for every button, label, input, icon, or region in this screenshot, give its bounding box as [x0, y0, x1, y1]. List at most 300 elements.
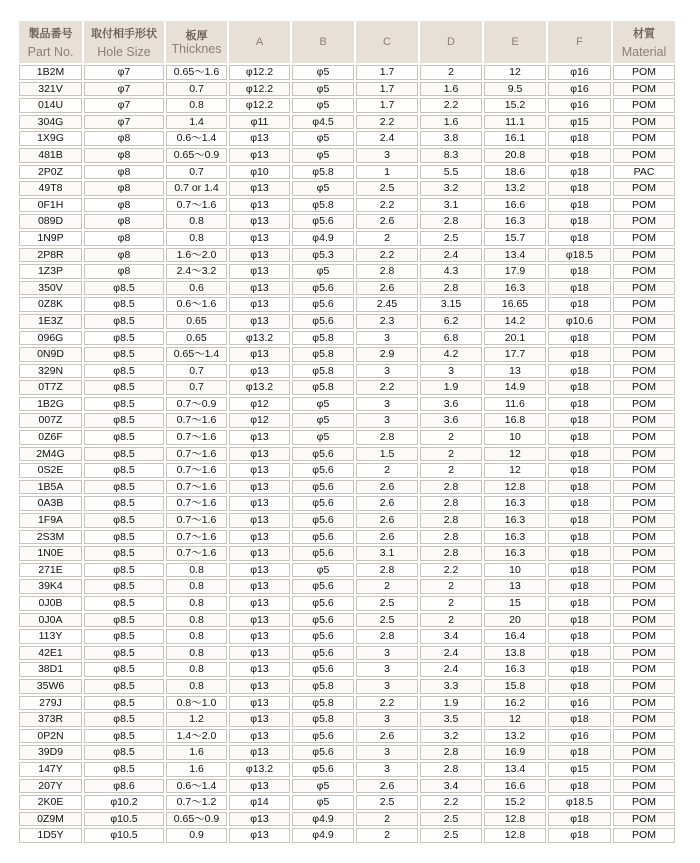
cell-f: φ18: [548, 480, 611, 495]
cell-hole-size: φ10.2: [84, 795, 164, 810]
cell-part-no: 304G: [19, 115, 82, 130]
cell-f: φ18: [548, 397, 611, 412]
cell-thickness: 0.8: [166, 629, 227, 644]
cell-c: 2.2: [356, 696, 418, 711]
cell-part-no: 0N9D: [19, 347, 82, 362]
cell-material: POM: [613, 198, 675, 213]
cell-hole-size: φ8.5: [84, 745, 164, 760]
table-row: [19, 98, 675, 113]
cell-thickness: 0.65～0.9: [166, 812, 227, 827]
cell-material: POM: [613, 447, 675, 462]
cell-d: 3.8: [420, 131, 482, 146]
cell-e: 15: [484, 596, 546, 611]
table-row: [19, 148, 675, 163]
cell-b: φ5.6: [292, 480, 354, 495]
cell-thickness: 0.6～1.6: [166, 297, 227, 312]
cell-hole-size: φ8: [84, 264, 164, 279]
cell-part-no: 271E: [19, 563, 82, 578]
cell-a: φ13: [229, 148, 290, 163]
cell-f: φ18: [548, 347, 611, 362]
cell-b: φ5.6: [292, 579, 354, 594]
cell-b: φ4.9: [292, 812, 354, 827]
cell-d: 2: [420, 463, 482, 478]
cell-material: POM: [613, 430, 675, 445]
cell-c: 3: [356, 745, 418, 760]
cell-thickness: 0.8: [166, 98, 227, 113]
cell-part-no: 39D9: [19, 745, 82, 760]
cell-a: φ12: [229, 397, 290, 412]
cell-hole-size: φ8.5: [84, 297, 164, 312]
cell-part-no: 279J: [19, 696, 82, 711]
cell-thickness: 0.8: [166, 563, 227, 578]
cell-material: POM: [613, 696, 675, 711]
cell-part-no: 007Z: [19, 413, 82, 428]
cell-c: 1.7: [356, 82, 418, 97]
cell-a: φ13: [229, 281, 290, 296]
cell-e: 16.6: [484, 779, 546, 794]
cell-material: POM: [613, 712, 675, 727]
cell-f: φ18: [548, 331, 611, 346]
cell-f: φ18: [548, 613, 611, 628]
cell-hole-size: φ8: [84, 248, 164, 263]
cell-b: φ5.6: [292, 496, 354, 511]
cell-thickness: 0.7～0.9: [166, 397, 227, 412]
cell-f: φ18: [548, 148, 611, 163]
cell-a: φ13: [229, 447, 290, 462]
table-row: [19, 264, 675, 279]
cell-a: φ13: [229, 662, 290, 677]
cell-part-no: 42E1: [19, 646, 82, 661]
cell-a: φ12.2: [229, 98, 290, 113]
cell-material: POM: [613, 413, 675, 428]
header-en: Thicknes: [171, 42, 222, 56]
cell-e: 16.6: [484, 198, 546, 213]
table-row: [19, 430, 675, 445]
cell-part-no: 2S3M: [19, 530, 82, 545]
cell-b: φ5: [292, 131, 354, 146]
cell-part-no: 1N0E: [19, 546, 82, 561]
cell-part-no: 096G: [19, 331, 82, 346]
cell-b: φ4.5: [292, 115, 354, 130]
cell-b: φ5: [292, 65, 354, 80]
cell-f: φ18: [548, 231, 611, 246]
cell-e: 16.3: [484, 662, 546, 677]
cell-material: POM: [613, 812, 675, 827]
cell-d: 3.3: [420, 679, 482, 694]
table-row: [19, 762, 675, 777]
cell-e: 16.3: [484, 530, 546, 545]
cell-f: φ18: [548, 264, 611, 279]
cell-thickness: 1.6: [166, 762, 227, 777]
cell-c: 2: [356, 231, 418, 246]
cell-a: φ12.2: [229, 65, 290, 80]
cell-material: POM: [613, 496, 675, 511]
cell-thickness: 0.8: [166, 231, 227, 246]
cell-hole-size: φ8.5: [84, 546, 164, 561]
cell-f: φ18: [548, 662, 611, 677]
header-jp: 取付相手形状: [91, 27, 157, 40]
cell-c: 2.5: [356, 795, 418, 810]
cell-f: φ18: [548, 447, 611, 462]
cell-part-no: 0Z9M: [19, 812, 82, 827]
cell-hole-size: φ8.5: [84, 397, 164, 412]
cell-e: 10: [484, 430, 546, 445]
cell-part-no: 373R: [19, 712, 82, 727]
cell-c: 3: [356, 331, 418, 346]
cell-b: φ5.6: [292, 530, 354, 545]
table-row: [19, 596, 675, 611]
cell-thickness: 0.7: [166, 82, 227, 97]
cell-hole-size: φ8.5: [84, 413, 164, 428]
cell-a: φ13: [229, 530, 290, 545]
cell-e: 20.1: [484, 331, 546, 346]
cell-b: φ5.3: [292, 248, 354, 263]
cell-material: POM: [613, 82, 675, 97]
table-row: [19, 380, 675, 395]
cell-part-no: 1F9A: [19, 513, 82, 528]
cell-c: 2.5: [356, 613, 418, 628]
cell-thickness: 0.7～1.6: [166, 413, 227, 428]
table-row: [19, 314, 675, 329]
cell-e: 17.7: [484, 347, 546, 362]
cell-a: φ13: [229, 480, 290, 495]
cell-hole-size: φ8.5: [84, 596, 164, 611]
cell-e: 13: [484, 364, 546, 379]
cell-a: φ13: [229, 745, 290, 760]
cell-d: 2.2: [420, 98, 482, 113]
cell-a: φ13: [229, 812, 290, 827]
cell-c: 2.2: [356, 248, 418, 263]
cell-e: 20.8: [484, 148, 546, 163]
cell-c: 3: [356, 762, 418, 777]
cell-f: φ15: [548, 115, 611, 130]
cell-f: φ15: [548, 762, 611, 777]
cell-d: 2.8: [420, 480, 482, 495]
cell-hole-size: φ8: [84, 231, 164, 246]
cell-e: 13.2: [484, 729, 546, 744]
cell-d: 2.4: [420, 662, 482, 677]
cell-d: 3.6: [420, 397, 482, 412]
cell-thickness: 0.7～1.6: [166, 530, 227, 545]
cell-d: 1.6: [420, 115, 482, 130]
cell-b: φ5.6: [292, 297, 354, 312]
cell-d: 3: [420, 364, 482, 379]
table-row: [19, 165, 675, 180]
cell-c: 2.2: [356, 198, 418, 213]
table-row: [19, 65, 675, 80]
cell-hole-size: φ8.5: [84, 447, 164, 462]
cell-material: POM: [613, 231, 675, 246]
cell-hole-size: φ8.5: [84, 646, 164, 661]
cell-c: 2.2: [356, 380, 418, 395]
table-row: [19, 447, 675, 462]
cell-thickness: 0.65～1.6: [166, 65, 227, 80]
cell-part-no: 35W6: [19, 679, 82, 694]
cell-thickness: 0.7: [166, 380, 227, 395]
cell-b: φ4.9: [292, 828, 354, 843]
cell-hole-size: φ8.5: [84, 314, 164, 329]
cell-b: φ5.6: [292, 646, 354, 661]
cell-e: 13: [484, 579, 546, 594]
cell-c: 3: [356, 148, 418, 163]
cell-thickness: 0.8: [166, 596, 227, 611]
cell-part-no: 0S2E: [19, 463, 82, 478]
cell-a: φ13: [229, 596, 290, 611]
cell-b: φ5: [292, 397, 354, 412]
cell-thickness: 0.7～1.6: [166, 480, 227, 495]
header-thickness: [166, 21, 227, 63]
cell-f: φ18: [548, 513, 611, 528]
header-d: [420, 21, 482, 63]
table-row: [19, 828, 675, 843]
cell-material: POM: [613, 745, 675, 760]
cell-d: 2: [420, 613, 482, 628]
cell-e: 11.6: [484, 397, 546, 412]
cell-e: 16.4: [484, 629, 546, 644]
cell-d: 2.8: [420, 513, 482, 528]
cell-d: 2.8: [420, 281, 482, 296]
cell-c: 2: [356, 579, 418, 594]
cell-material: POM: [613, 729, 675, 744]
cell-part-no: 2P0Z: [19, 165, 82, 180]
cell-d: 2.5: [420, 231, 482, 246]
cell-f: φ18: [548, 828, 611, 843]
cell-part-no: 1E3Z: [19, 314, 82, 329]
cell-e: 16.65: [484, 297, 546, 312]
cell-f: φ18: [548, 165, 611, 180]
cell-thickness: 0.6～1.4: [166, 779, 227, 794]
cell-a: φ13.2: [229, 331, 290, 346]
cell-thickness: 0.7～1.6: [166, 198, 227, 213]
table-row: [19, 530, 675, 545]
cell-d: 1.9: [420, 380, 482, 395]
cell-a: φ13: [229, 696, 290, 711]
cell-part-no: 0F1H: [19, 198, 82, 213]
table-row: [19, 397, 675, 412]
cell-b: φ5.6: [292, 546, 354, 561]
cell-material: POM: [613, 513, 675, 528]
cell-b: φ5.6: [292, 613, 354, 628]
cell-f: φ16: [548, 729, 611, 744]
table-row: [19, 795, 675, 810]
cell-c: 2.5: [356, 181, 418, 196]
cell-material: POM: [613, 181, 675, 196]
cell-c: 2.8: [356, 264, 418, 279]
cell-e: 15.2: [484, 795, 546, 810]
cell-f: φ18.5: [548, 795, 611, 810]
cell-hole-size: φ8.5: [84, 563, 164, 578]
cell-c: 2: [356, 828, 418, 843]
cell-e: 11.1: [484, 115, 546, 130]
cell-material: POM: [613, 65, 675, 80]
cell-material: POM: [613, 314, 675, 329]
cell-b: φ5.8: [292, 712, 354, 727]
cell-material: POM: [613, 530, 675, 545]
cell-e: 12: [484, 447, 546, 462]
cell-part-no: 1N9P: [19, 231, 82, 246]
cell-hole-size: φ8.5: [84, 480, 164, 495]
cell-a: φ13: [229, 131, 290, 146]
header-jp: 材質: [633, 27, 655, 40]
cell-e: 16.9: [484, 745, 546, 760]
cell-part-no: 39K4: [19, 579, 82, 594]
cell-hole-size: φ8.5: [84, 762, 164, 777]
cell-d: 2.4: [420, 248, 482, 263]
cell-e: 13.4: [484, 248, 546, 263]
table-row: [19, 812, 675, 827]
cell-hole-size: φ8.5: [84, 513, 164, 528]
cell-thickness: 0.8: [166, 679, 227, 694]
table-row: [19, 729, 675, 744]
cell-c: 2.4: [356, 131, 418, 146]
cell-material: POM: [613, 596, 675, 611]
cell-e: 20: [484, 613, 546, 628]
cell-material: POM: [613, 828, 675, 843]
header-jp: 製品番号: [28, 27, 73, 40]
cell-b: φ5.6: [292, 762, 354, 777]
cell-c: 2.6: [356, 496, 418, 511]
cell-d: 3.4: [420, 779, 482, 794]
cell-a: φ13: [229, 181, 290, 196]
table-body: [19, 65, 675, 843]
cell-a: φ13: [229, 546, 290, 561]
cell-hole-size: φ8.5: [84, 613, 164, 628]
header-en: D: [447, 36, 455, 48]
cell-b: φ5.6: [292, 281, 354, 296]
cell-d: 2.2: [420, 795, 482, 810]
cell-e: 16.3: [484, 281, 546, 296]
cell-e: 15.7: [484, 231, 546, 246]
cell-thickness: 2.4～3.2: [166, 264, 227, 279]
cell-b: φ5.6: [292, 447, 354, 462]
cell-d: 2: [420, 65, 482, 80]
cell-b: φ5: [292, 413, 354, 428]
cell-c: 2.5: [356, 596, 418, 611]
cell-part-no: 2P8R: [19, 248, 82, 263]
cell-d: 2.4: [420, 646, 482, 661]
cell-material: POM: [613, 115, 675, 130]
header-e: [484, 21, 546, 63]
cell-thickness: 1.6～2.0: [166, 248, 227, 263]
cell-material: POM: [613, 397, 675, 412]
header-b: [292, 21, 354, 63]
cell-b: φ5.8: [292, 347, 354, 362]
cell-c: 1.7: [356, 98, 418, 113]
cell-thickness: 0.7～1.6: [166, 513, 227, 528]
cell-c: 2.6: [356, 729, 418, 744]
cell-hole-size: φ10.5: [84, 812, 164, 827]
cell-d: 3.2: [420, 181, 482, 196]
cell-part-no: 2K0E: [19, 795, 82, 810]
cell-material: POM: [613, 546, 675, 561]
cell-f: φ18: [548, 380, 611, 395]
cell-thickness: 0.8～1.0: [166, 696, 227, 711]
cell-hole-size: φ8.5: [84, 463, 164, 478]
cell-hole-size: φ8: [84, 198, 164, 213]
cell-e: 10: [484, 563, 546, 578]
cell-f: φ16: [548, 696, 611, 711]
cell-c: 1.5: [356, 447, 418, 462]
table-row: [19, 712, 675, 727]
cell-d: 3.2: [420, 729, 482, 744]
cell-thickness: 1.2: [166, 712, 227, 727]
header-en: E: [511, 36, 519, 48]
table-row: [19, 131, 675, 146]
table-row: [19, 496, 675, 511]
cell-thickness: 0.6: [166, 281, 227, 296]
cell-d: 2.8: [420, 745, 482, 760]
spec-table: [17, 19, 677, 845]
cell-part-no: 147Y: [19, 762, 82, 777]
header-hole-size: [84, 21, 164, 63]
cell-hole-size: φ8.5: [84, 364, 164, 379]
cell-b: φ5: [292, 82, 354, 97]
cell-material: POM: [613, 662, 675, 677]
cell-c: 3.1: [356, 546, 418, 561]
cell-f: φ18: [548, 712, 611, 727]
cell-f: φ18: [548, 413, 611, 428]
cell-hole-size: φ8.5: [84, 331, 164, 346]
table-row: [19, 281, 675, 296]
cell-c: 3: [356, 646, 418, 661]
cell-part-no: 0T7Z: [19, 380, 82, 395]
cell-a: φ13: [229, 563, 290, 578]
cell-part-no: 0Z6F: [19, 430, 82, 445]
header-en: Part No.: [27, 44, 74, 59]
cell-part-no: 38D1: [19, 662, 82, 677]
cell-thickness: 0.65～1.4: [166, 347, 227, 362]
cell-material: POM: [613, 331, 675, 346]
cell-hole-size: φ8.5: [84, 579, 164, 594]
cell-thickness: 0.7: [166, 364, 227, 379]
cell-a: φ13: [229, 248, 290, 263]
cell-a: φ13: [229, 712, 290, 727]
cell-thickness: 0.8: [166, 613, 227, 628]
cell-e: 12.8: [484, 480, 546, 495]
cell-a: φ12: [229, 413, 290, 428]
header-en: F: [576, 36, 583, 48]
cell-e: 13.2: [484, 181, 546, 196]
cell-hole-size: φ10.5: [84, 828, 164, 843]
cell-f: φ18: [548, 198, 611, 213]
cell-c: 3: [356, 364, 418, 379]
cell-material: POM: [613, 629, 675, 644]
cell-thickness: 0.8: [166, 214, 227, 229]
cell-e: 18.6: [484, 165, 546, 180]
cell-d: 2.5: [420, 812, 482, 827]
cell-a: φ14: [229, 795, 290, 810]
cell-f: φ18: [548, 181, 611, 196]
cell-part-no: 014U: [19, 98, 82, 113]
cell-part-no: 1B5A: [19, 480, 82, 495]
cell-b: φ5: [292, 430, 354, 445]
cell-thickness: 0.7～1.6: [166, 463, 227, 478]
cell-a: φ13: [229, 496, 290, 511]
cell-d: 2.5: [420, 828, 482, 843]
cell-b: φ5.8: [292, 679, 354, 694]
cell-e: 12.8: [484, 812, 546, 827]
cell-material: POM: [613, 563, 675, 578]
cell-c: 2.6: [356, 480, 418, 495]
cell-hole-size: φ8.5: [84, 712, 164, 727]
header-en: B: [319, 36, 327, 48]
cell-material: POM: [613, 148, 675, 163]
cell-d: 2.8: [420, 530, 482, 545]
header-en: A: [255, 36, 264, 48]
cell-b: φ5: [292, 98, 354, 113]
cell-a: φ13: [229, 264, 290, 279]
table-row: [19, 181, 675, 196]
